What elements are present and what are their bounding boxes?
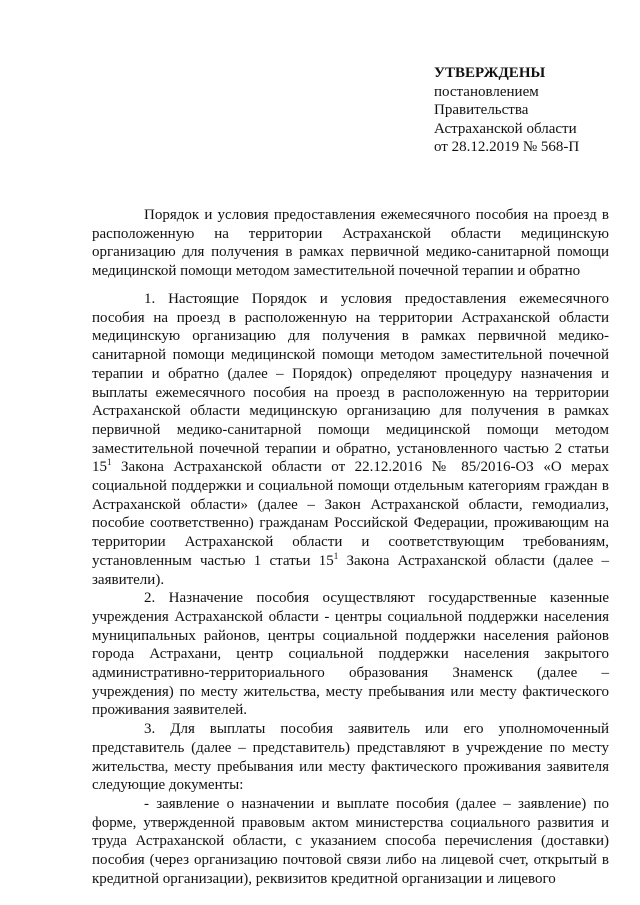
paragraph-1-part-b: Закона Астраханской области от 22.12.2016 № 85/2016-ОЗ «О мерах социальной поддержки и социальной помощи отдельным категориям граждан в Астраханской области» (далее – Закон Астраханской области, гемодиализ, пособие соответственно) гражданам Российской Федерации, проживающим на территории Астраханской области и соответствующим требованиям, установленным частью 1 статьи 15 xyxy=(92,459,609,569)
paragraph-1-part-c: Закона Астраханской области (далее – заявители). xyxy=(92,552,609,588)
paragraph-3: 3. Для выплаты пособия заявитель или его уполномоченный представитель (далее – представитель) представляют в учреждение по месту жительства, месту пребывания или месту фактического проживания заявителя следующие документы: xyxy=(92,721,609,794)
superscript-1: 1 xyxy=(107,457,112,468)
paragraph-4: - заявление о назначении и выплате пособия (далее – заявление) по форме, утвержденной правовым актом министерства социального развития и труда Астраханской области, с указанием способа перечисления (доставки) пособия (через организацию почтовой связи либо на лицевой счет, открытый в кредитной организации), реквизитов кредитной организации и лицевого xyxy=(92,795,609,887)
approval-date-line: от 28.12.2019 № 568-П xyxy=(434,139,580,155)
paragraph-1 xyxy=(92,290,609,589)
document-title: Порядок и условия предоставления ежемесячного пособия на проезд в расположенную на территории Астраханской области медицинскую организацию для получения в рамках первичной медико-санитарной помощи медицинской помощи методом заместительной почечной терапии и обратно xyxy=(92,207,609,280)
approval-line-1: постановлением xyxy=(434,83,539,100)
document-title-block xyxy=(92,206,609,281)
superscript-2: 1 xyxy=(333,550,339,561)
document-body xyxy=(92,290,609,889)
approval-line-3: Астраханской области xyxy=(434,120,577,137)
approval-heading: УТВЕРЖДЕНЫ xyxy=(434,65,546,81)
approval-stamp xyxy=(434,64,579,157)
paragraph-2: 2. Назначение пособия осуществляют государственные казенные учреждения Астраханской области - центры социальной поддержки населения муниципальных районов, центры социальной поддержки населения районов города Астрахани, центр социальной поддержки населения закрытого административно-территориального образования Знаменск (далее – учреждения) по месту жительства, месту пребывания или месту фактического проживания заявителей. xyxy=(92,590,609,719)
approval-line-2: Правительства xyxy=(434,102,529,118)
paragraph-1-part-a: 1. Настоящие Порядок и условия предоставления ежемесячного пособия на проезд в расположенную на территории Астраханской области медицинскую организацию для получения в рамках первичной медико-санитарной помощи медицинской помощи методом заместительной почечной терапии и обратно (далее – Порядок) определяют процедуру назначения и выплаты ежемесячного пособия на проезд в расположенную на территории Астраханской области медицинскую организацию для получения в рамках первичной медико-санитарной помощи медицинской помощи методом заместительной почечной терапии и обратно, установленного частью 2 статьи 15 xyxy=(92,291,609,476)
